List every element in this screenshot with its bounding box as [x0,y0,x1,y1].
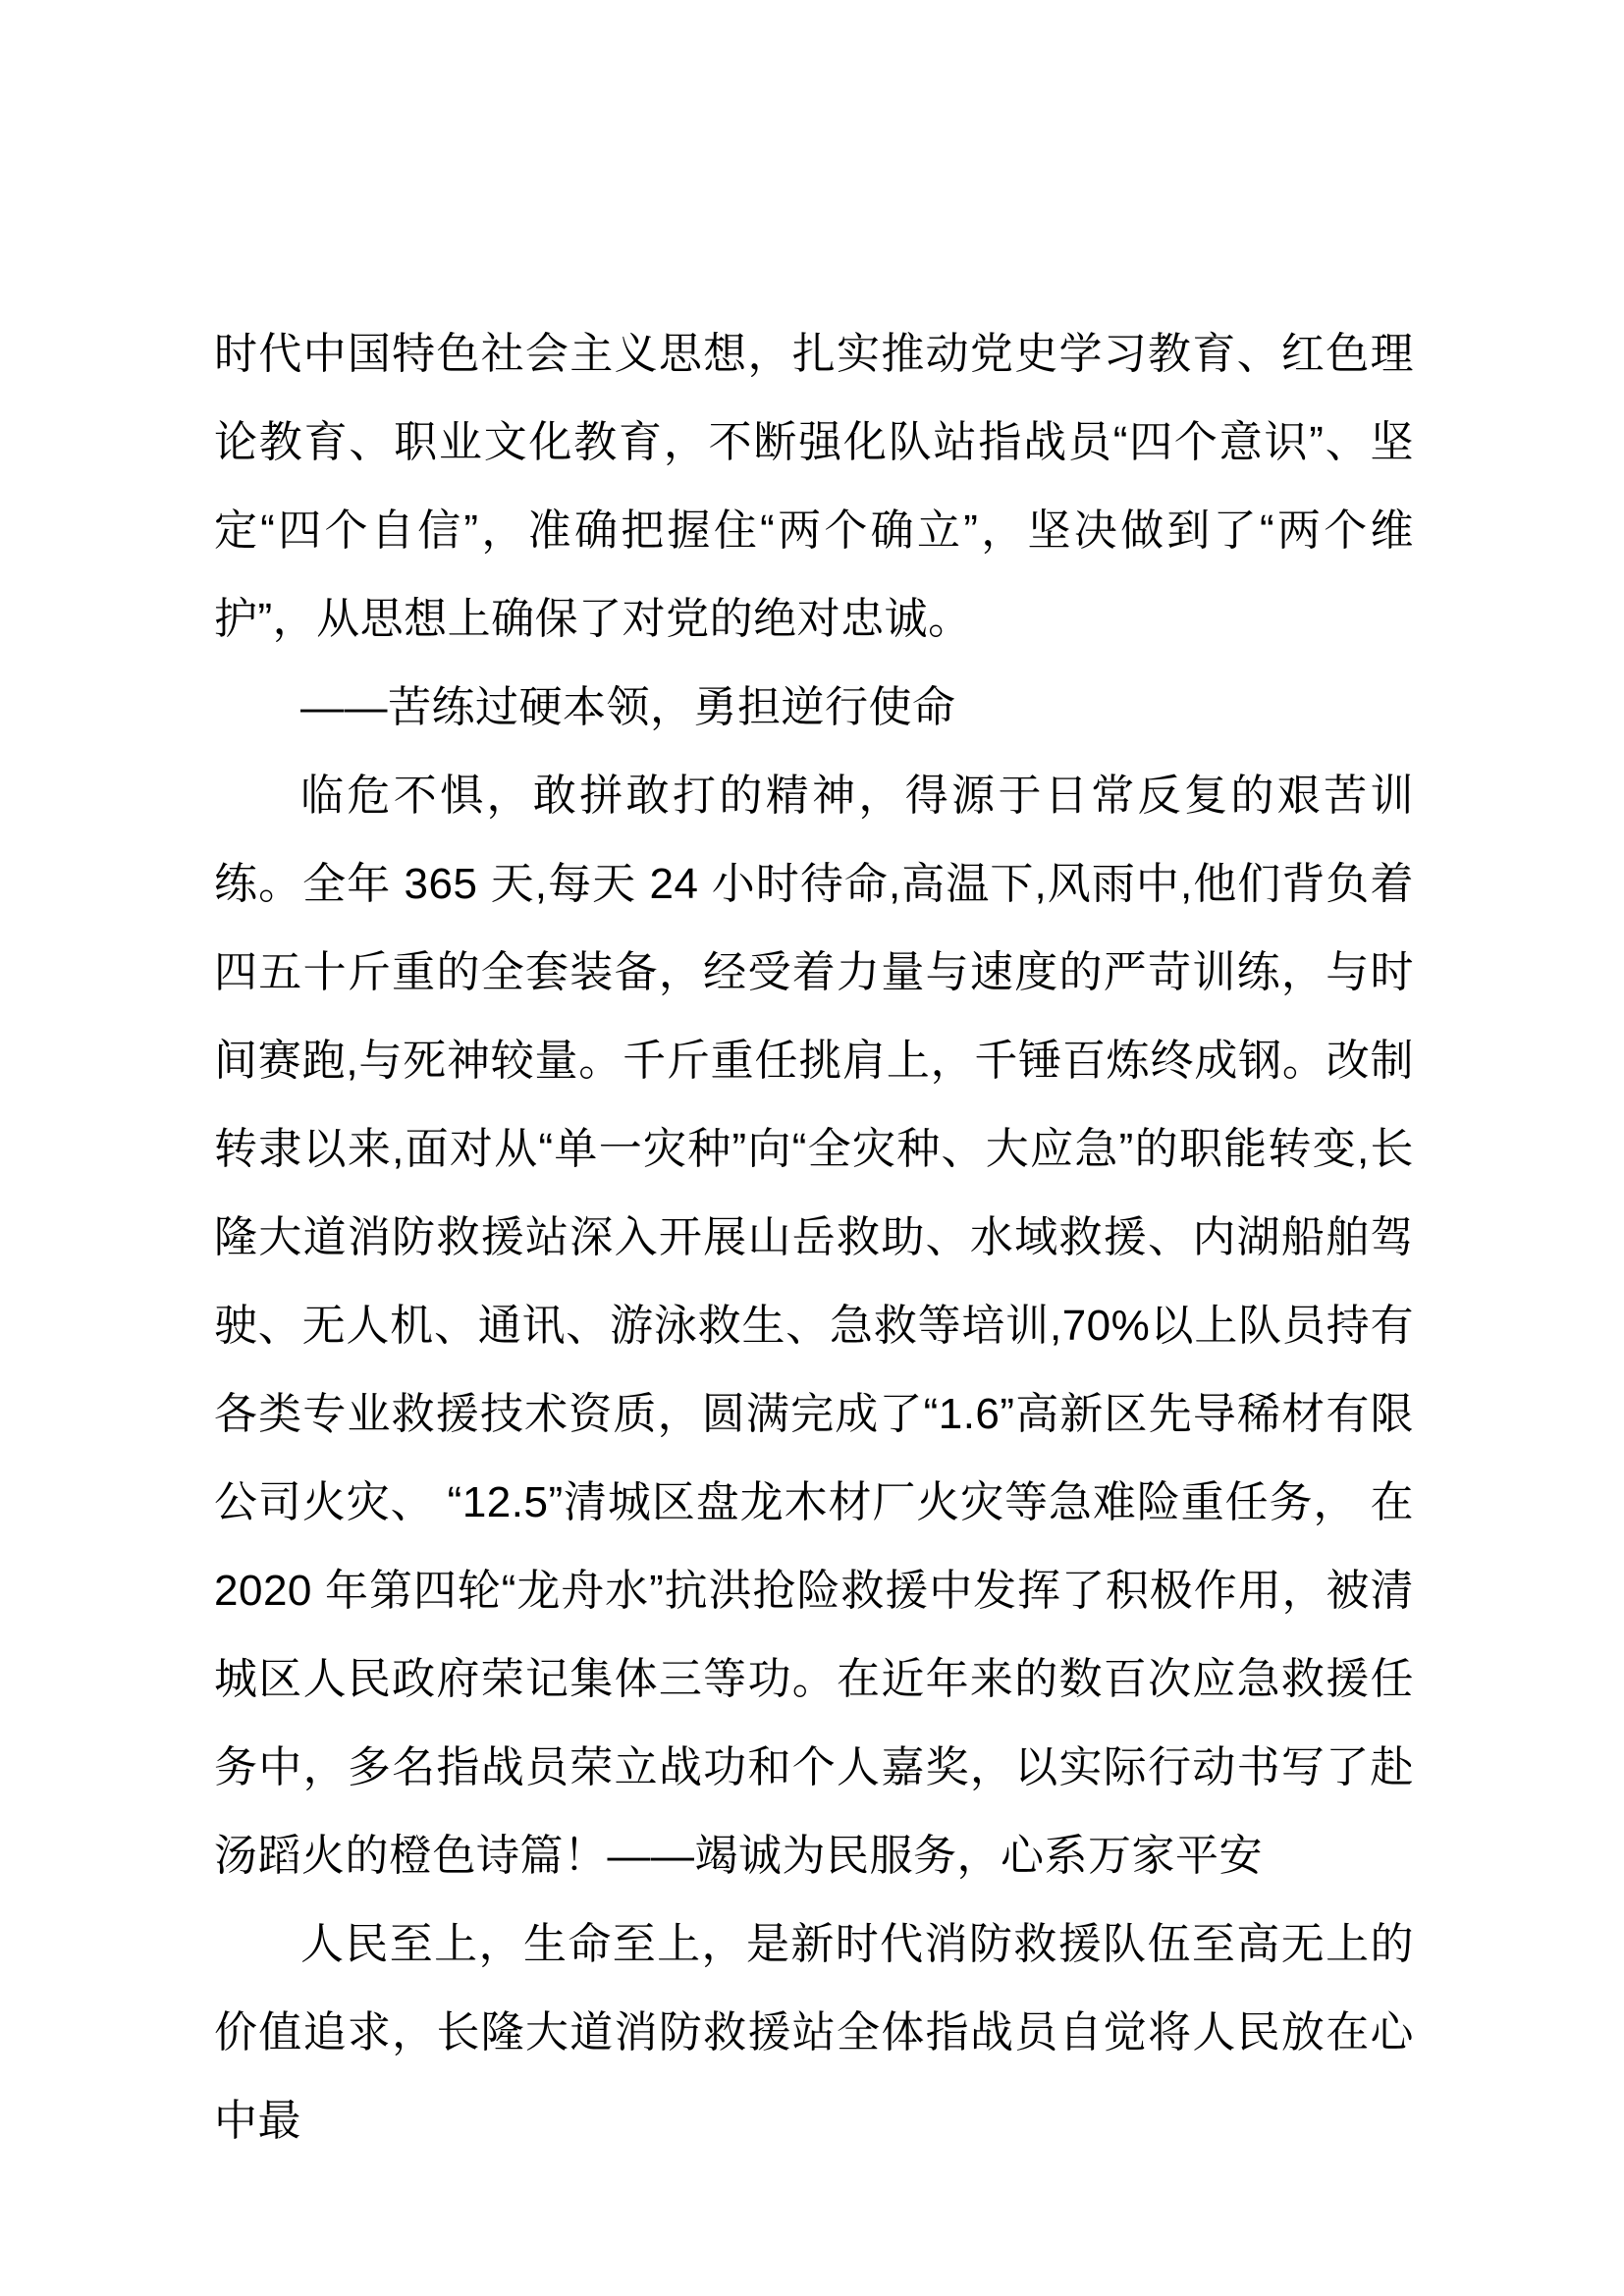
document-text-body [214,310,1414,2165]
paragraph-body: 临危不惧，敢拼敢打的精神，得源于日常反复的艰苦训练。全年 365 天,每天 24 小时待命,高温下,风雨中,他们背负着四五十斤重的全套装备，经受着力量与速度的严苛训练，与时间赛跑,与死神较量。千斤重任挑肩上，千锤百炼终成钢。改制转隶以来,面对从“单一灾种”向“全灾种、大应急”的职能转变,长隆大道消防救援站深入开展山岳救助、水域救援、内湖船舶驾驶、无人机、通讯、游泳救生、急救等培训,70%以上队员持有各类专业救援技术资质，圆满完成了“1.6”高新区先导稀材有限公司火灾、 “12.5”清城区盘龙木材厂火灾等急难险重任务， 在 2020 年第四轮“龙舟水”抗洪抢险救援中发挥了积极作用，被清城区人民政府荣记集体三等功。在近年来的数百次应急救援任务中，多名指战员荣立战功和个人嘉奖，以实际行动书写了赴汤蹈火的橙色诗篇！——竭诚为民服务，心系万家平安 [214,772,1414,1880]
paragraph-body: 人民至上，生命至上，是新时代消防救援队伍至高无上的价值追求，长隆大道消防救援站全体指战员自觉将人民放在心中最 [214,1920,1414,2145]
paragraph-subheading-dash: ——苦练过硬本领，勇担逆行使命 [300,683,956,731]
paragraph-continuation: 时代中国特色社会主义思想，扎实推动党史学习教育、红色理论教育、职业文化教育，不断强化队站指战员“四个意识”、坚定“四个自信”，准确把握住“两个确立”，坚决做到了“两个维护”，从思想上确保了对党的绝对忠诚。 [214,330,1414,643]
